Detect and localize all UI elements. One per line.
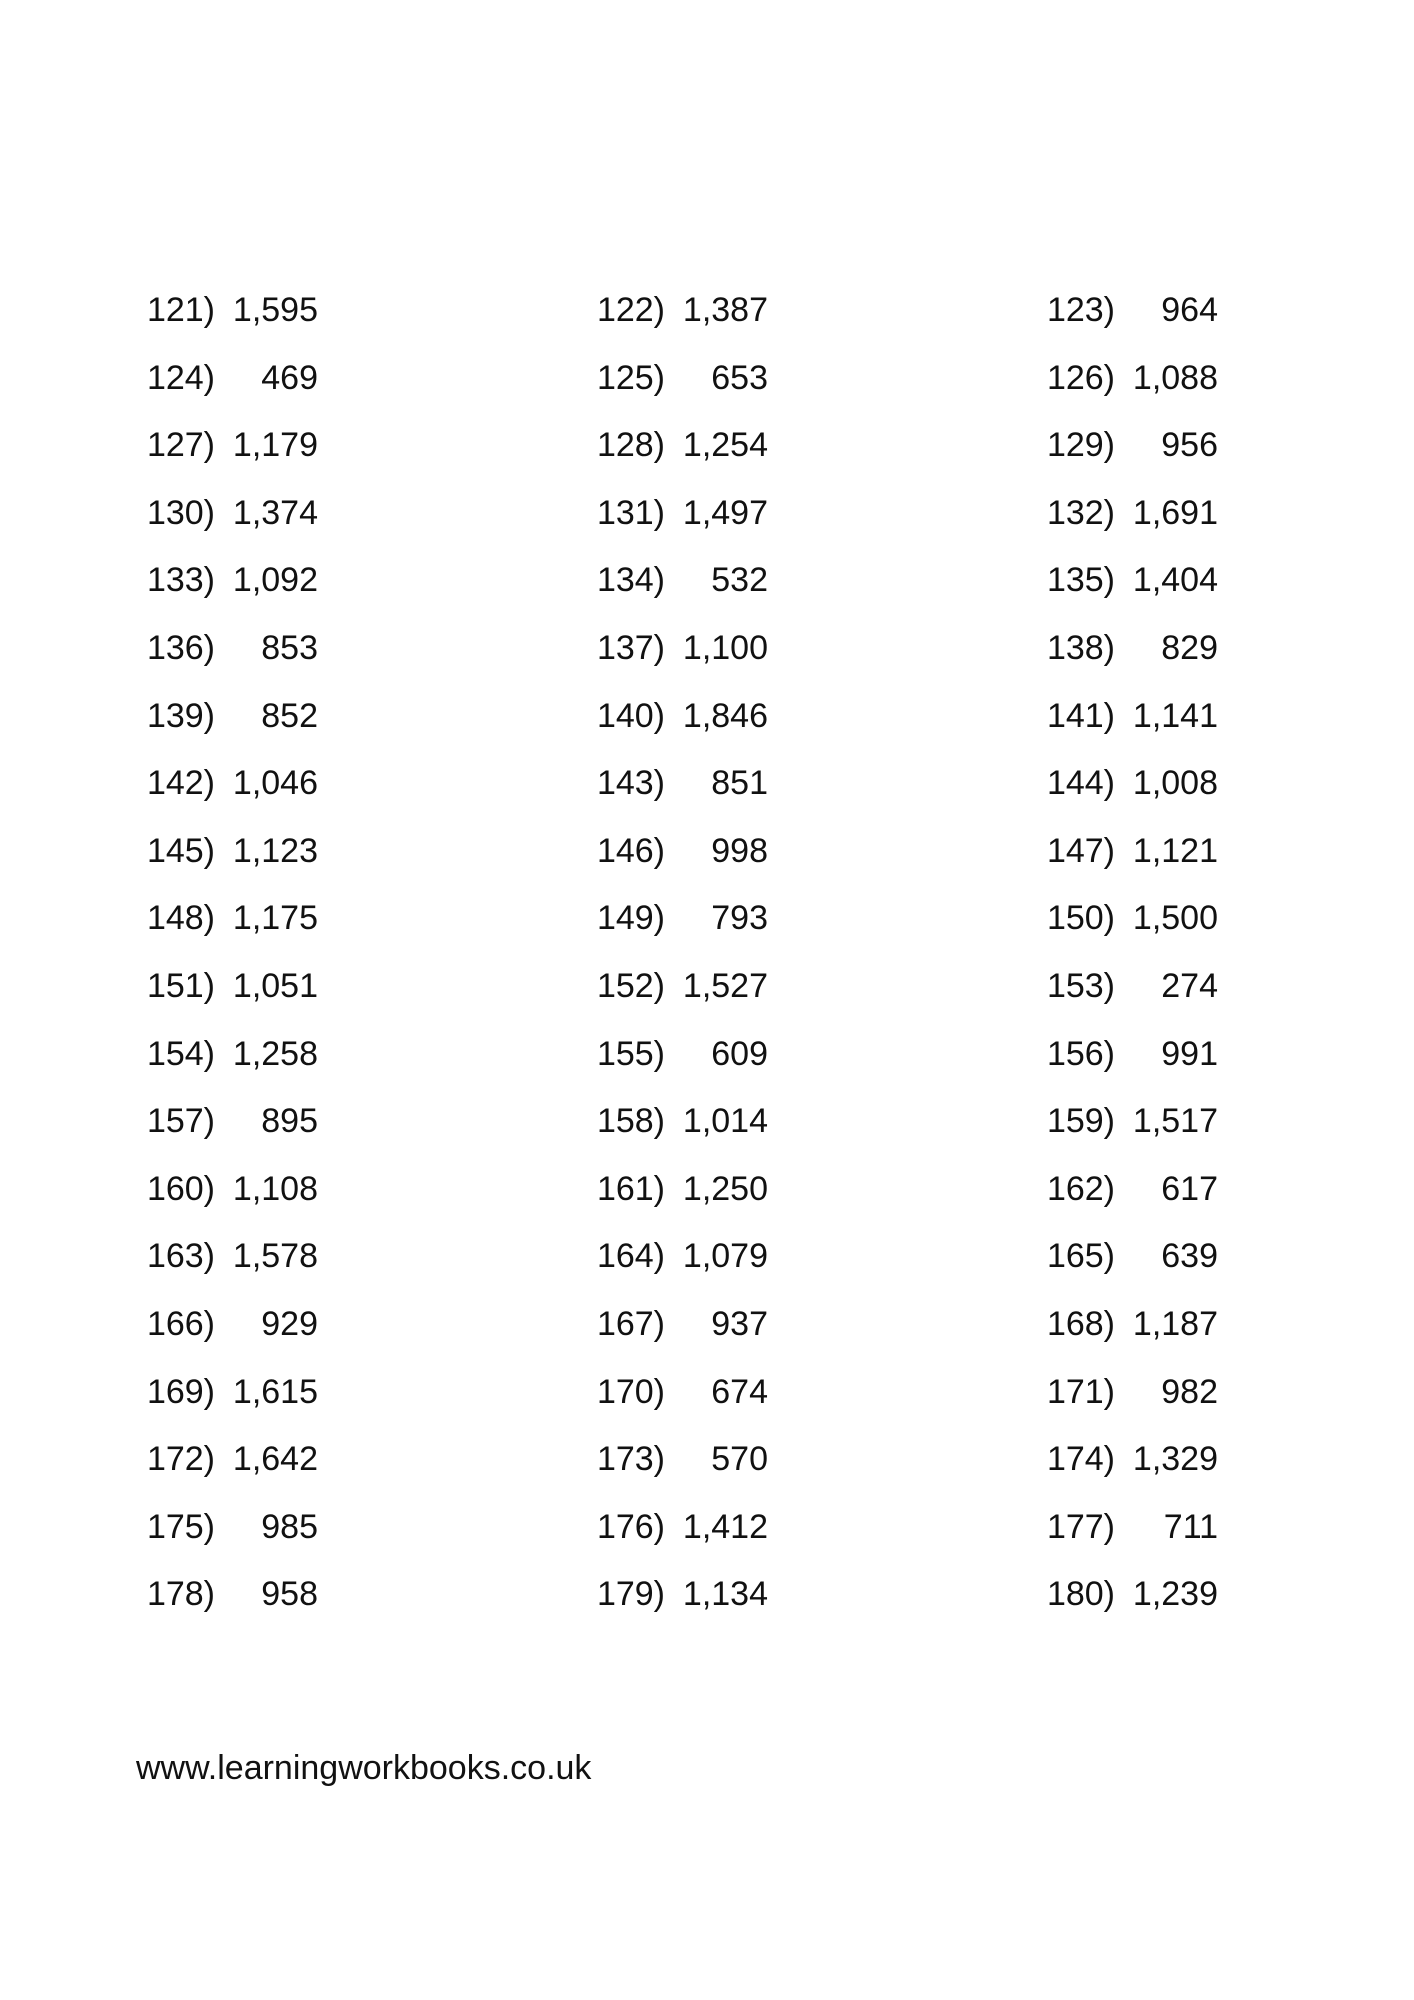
answer-row xyxy=(0,282,1414,350)
answer-number: 176) xyxy=(596,1507,665,1546)
answer-value: 1,121 xyxy=(1132,831,1218,870)
answer-value: 1,329 xyxy=(1132,1440,1218,1479)
answer-number: 180) xyxy=(1046,1575,1115,1614)
answer-value: 1,412 xyxy=(682,1507,768,1546)
answer-number: 151) xyxy=(146,966,215,1005)
answer-value: 851 xyxy=(711,764,768,803)
footer-website: www.learningworkbooks.co.uk xyxy=(136,1749,592,1787)
answer-value: 1,578 xyxy=(232,1237,318,1276)
answer-number: 156) xyxy=(1046,1034,1115,1073)
answer-number: 169) xyxy=(146,1372,215,1411)
answer-value: 998 xyxy=(711,831,768,870)
answer-number: 136) xyxy=(146,628,215,667)
answer-value: 1,088 xyxy=(1132,358,1218,397)
answer-value: 274 xyxy=(1161,966,1218,1005)
answer-number: 163) xyxy=(146,1237,215,1276)
answer-number: 140) xyxy=(596,696,665,735)
answer-number: 145) xyxy=(146,831,215,870)
answer-value: 617 xyxy=(1161,1169,1218,1208)
answer-value: 532 xyxy=(711,561,768,600)
answer-value: 1,691 xyxy=(1132,493,1218,532)
answer-number: 175) xyxy=(146,1507,215,1546)
answer-value: 1,108 xyxy=(232,1169,318,1208)
answer-value: 1,250 xyxy=(682,1169,768,1208)
answer-number: 141) xyxy=(1046,696,1115,735)
answer-value: 711 xyxy=(1163,1507,1218,1546)
answer-number: 127) xyxy=(146,426,215,465)
answer-value: 1,046 xyxy=(232,764,318,803)
answer-number: 126) xyxy=(1046,358,1115,397)
answer-value: 829 xyxy=(1161,628,1218,667)
answer-number: 172) xyxy=(146,1440,215,1479)
answer-value: 1,517 xyxy=(1132,1102,1218,1141)
answer-row xyxy=(0,755,1414,823)
answer-number: 171) xyxy=(1046,1372,1115,1411)
answer-value: 1,008 xyxy=(1132,764,1218,803)
answer-number: 149) xyxy=(596,899,665,938)
answer-number: 143) xyxy=(596,764,665,803)
answer-number: 162) xyxy=(1046,1169,1115,1208)
answer-value: 958 xyxy=(261,1575,318,1614)
answer-value: 1,092 xyxy=(232,561,318,600)
answer-number: 158) xyxy=(596,1102,665,1141)
answer-row xyxy=(0,958,1414,1026)
answer-number: 164) xyxy=(596,1237,665,1276)
answer-value: 639 xyxy=(1161,1237,1218,1276)
answer-row xyxy=(0,890,1414,958)
answer-value: 956 xyxy=(1161,426,1218,465)
answer-number: 130) xyxy=(146,493,215,532)
answer-number: 167) xyxy=(596,1304,665,1343)
answer-number: 139) xyxy=(146,696,215,735)
answer-value: 853 xyxy=(261,628,318,667)
answer-number: 178) xyxy=(146,1575,215,1614)
answer-number: 125) xyxy=(596,358,665,397)
answer-number: 179) xyxy=(596,1575,665,1614)
answer-value: 1,387 xyxy=(682,291,768,329)
answer-value: 653 xyxy=(711,358,768,397)
answer-number: 173) xyxy=(596,1440,665,1479)
answer-value: 609 xyxy=(711,1034,768,1073)
answer-number: 166) xyxy=(146,1304,215,1343)
answer-row xyxy=(0,620,1414,688)
answer-value: 1,258 xyxy=(232,1034,318,1073)
answer-number: 121) xyxy=(146,291,215,329)
answer-row xyxy=(0,485,1414,553)
answer-number: 170) xyxy=(596,1372,665,1411)
answer-row xyxy=(0,1499,1414,1567)
answer-row xyxy=(0,1161,1414,1229)
answer-value: 991 xyxy=(1161,1034,1218,1073)
answer-value: 1,239 xyxy=(1132,1575,1218,1614)
answer-value: 1,179 xyxy=(232,426,318,465)
answer-value: 1,500 xyxy=(1132,899,1218,938)
answer-number: 122) xyxy=(596,291,665,329)
answer-value: 1,100 xyxy=(682,628,768,667)
answer-value: 1,846 xyxy=(682,696,768,735)
answer-number: 144) xyxy=(1046,764,1115,803)
answer-value: 793 xyxy=(711,899,768,938)
answer-value: 1,404 xyxy=(1132,561,1218,600)
answer-number: 124) xyxy=(146,358,215,397)
answer-value: 1,079 xyxy=(682,1237,768,1276)
answer-number: 159) xyxy=(1046,1102,1115,1141)
answer-number: 177) xyxy=(1046,1507,1115,1546)
answer-row xyxy=(0,1566,1414,1634)
answer-value: 469 xyxy=(261,358,318,397)
answer-value: 1,527 xyxy=(682,966,768,1005)
answer-number: 154) xyxy=(146,1034,215,1073)
answer-number: 137) xyxy=(596,628,665,667)
answer-value: 1,141 xyxy=(1132,696,1218,735)
answer-value: 570 xyxy=(711,1440,768,1479)
answer-row xyxy=(0,1296,1414,1364)
answer-number: 147) xyxy=(1046,831,1115,870)
answer-number: 152) xyxy=(596,966,665,1005)
answer-number: 161) xyxy=(596,1169,665,1208)
answer-number: 165) xyxy=(1046,1237,1115,1276)
answer-value: 1,642 xyxy=(232,1440,318,1479)
answer-number: 168) xyxy=(1046,1304,1115,1343)
answer-number: 133) xyxy=(146,561,215,600)
answer-value: 1,374 xyxy=(232,493,318,532)
answer-value: 964 xyxy=(1161,291,1218,329)
answer-grid xyxy=(0,282,1414,1634)
answer-value: 929 xyxy=(261,1304,318,1343)
answer-value: 1,187 xyxy=(1132,1304,1218,1343)
answer-row xyxy=(0,688,1414,756)
answer-number: 128) xyxy=(596,426,665,465)
answer-value: 985 xyxy=(261,1507,318,1546)
answer-row xyxy=(0,1364,1414,1432)
answer-number: 131) xyxy=(596,493,665,532)
answer-value: 1,595 xyxy=(232,291,318,329)
answer-value: 1,615 xyxy=(232,1372,318,1411)
answer-number: 138) xyxy=(1046,628,1115,667)
answer-row xyxy=(0,1228,1414,1296)
answer-value: 982 xyxy=(1161,1372,1218,1411)
answer-number: 135) xyxy=(1046,561,1115,600)
answer-number: 174) xyxy=(1046,1440,1115,1479)
answer-value: 1,497 xyxy=(682,493,768,532)
answer-number: 155) xyxy=(596,1034,665,1073)
answer-number: 129) xyxy=(1046,426,1115,465)
answer-value: 852 xyxy=(261,696,318,735)
answer-value: 1,014 xyxy=(682,1102,768,1141)
answer-value: 895 xyxy=(261,1102,318,1141)
answer-row xyxy=(0,1026,1414,1094)
answer-value: 1,134 xyxy=(682,1575,768,1614)
answer-value: 1,254 xyxy=(682,426,768,465)
answer-number: 148) xyxy=(146,899,215,938)
answer-number: 123) xyxy=(1046,291,1115,329)
answer-row xyxy=(0,1431,1414,1499)
answer-row xyxy=(0,1093,1414,1161)
answer-value: 1,123 xyxy=(232,831,318,870)
answer-value: 1,175 xyxy=(232,899,318,938)
answer-row xyxy=(0,417,1414,485)
answer-row xyxy=(0,350,1414,418)
answer-number: 134) xyxy=(596,561,665,600)
answer-value: 937 xyxy=(711,1304,768,1343)
answer-row xyxy=(0,823,1414,891)
answer-row xyxy=(0,552,1414,620)
answer-number: 150) xyxy=(1046,899,1115,938)
answer-number: 146) xyxy=(596,831,665,870)
answer-value: 1,051 xyxy=(232,966,318,1005)
answer-value: 674 xyxy=(711,1372,768,1411)
answer-number: 153) xyxy=(1046,966,1115,1005)
answer-number: 157) xyxy=(146,1102,215,1141)
answer-number: 160) xyxy=(146,1169,215,1208)
answer-number: 132) xyxy=(1046,493,1115,532)
answer-number: 142) xyxy=(146,764,215,803)
